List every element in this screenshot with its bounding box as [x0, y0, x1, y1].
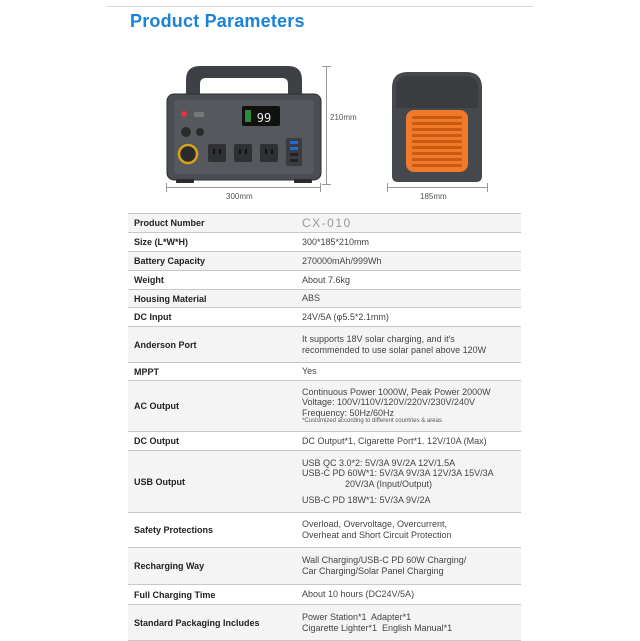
length-dimension-tick-left — [166, 183, 167, 192]
width-dimension-tick-left — [387, 183, 388, 192]
spec-line: recommended to use solar panel above 120W — [302, 344, 487, 355]
spec-row-mppt — [128, 363, 521, 381]
height-dimension-tick-bottom — [322, 184, 331, 185]
spec-line: ABS — [302, 293, 321, 304]
spec-value — [302, 381, 521, 431]
spec-value — [302, 548, 521, 584]
spec-value — [302, 271, 521, 289]
spec-label: Recharging Way — [134, 561, 205, 571]
length-dimension-line — [166, 187, 320, 188]
spec-line: Yes — [302, 366, 317, 377]
spec-value — [302, 605, 521, 640]
spec-line: 20V/3A (Input/Output) — [345, 479, 433, 489]
width-dimension-label: 185mm — [420, 192, 447, 201]
spec-row-weight — [128, 271, 521, 290]
spec-line: Power Station*1 Adapter*1 — [302, 611, 412, 622]
spec-row-dc-input — [128, 308, 521, 327]
spec-row-safety — [128, 513, 521, 548]
spec-row-charging-time — [128, 585, 521, 605]
spec-line: 270000mAh/999Wh — [302, 255, 382, 266]
spec-label: Safety Protections — [134, 525, 214, 535]
spec-label: Size (L*W*H) — [134, 237, 188, 247]
spec-line: USB QC 3.0*2: 5V/3A 9V/2A 12V/1.5A — [302, 457, 456, 468]
height-dimension-label: 210mm — [330, 113, 357, 122]
spec-row-size — [128, 233, 521, 252]
spec-value — [302, 308, 521, 326]
spec-value — [302, 363, 521, 380]
spec-label: Product Number — [134, 218, 205, 228]
device-side-image — [384, 68, 490, 186]
spec-label: Weight — [134, 275, 164, 285]
length-dimension-label: 300mm — [226, 192, 253, 201]
spec-row-product-number — [128, 214, 521, 233]
spec-line: Frequency: 50Hz/60Hz — [302, 407, 395, 418]
spec-line: Cigarette Lighter*1 English Manual*1 — [302, 622, 453, 633]
spec-line: 300*185*210mm — [302, 236, 370, 247]
page-title: Product Parameters — [130, 11, 305, 31]
spec-line: Voltage: 100V/110V/120V/220V/230V/240V — [302, 397, 475, 408]
spec-line: It supports 18V solar charging, and it's — [302, 333, 455, 344]
spec-row-usb-output — [128, 451, 521, 513]
width-dimension-tick-right — [487, 183, 488, 192]
spec-row-packaging — [128, 605, 521, 641]
width-dimension-line — [387, 187, 487, 188]
spec-value — [302, 432, 521, 450]
spec-label: AC Output — [134, 401, 179, 411]
spec-value — [302, 451, 521, 512]
device-front-image — [164, 62, 324, 188]
spec-row-ac-output — [128, 381, 521, 432]
model-number: CX-010 — [302, 215, 352, 230]
spec-label: USB Output — [134, 476, 185, 487]
spec-label: Standard Packaging Includes — [134, 617, 260, 628]
spec-value — [302, 327, 521, 362]
spec-line: 24V/5A (φ5.5*2.1mm) — [302, 311, 389, 322]
spec-label: Full Charging Time — [134, 589, 216, 600]
spec-value — [302, 233, 521, 251]
height-dimension-tick-top — [322, 66, 331, 67]
spec-line: About 10 hours (DC24V/5A) — [302, 589, 415, 600]
height-dimension-line — [326, 66, 327, 184]
spec-value — [302, 214, 521, 232]
spec-line: USB-C PD 18W*1: 5V/3A 9V/2A — [302, 494, 431, 505]
spec-row-dc-output — [128, 432, 521, 451]
spec-value — [302, 585, 521, 604]
spec-line: Continuous Power 1000W, Peak Power 2000W — [302, 386, 491, 397]
spec-line: USB-C PD 60W*1: 5V/3A 9V/3A 12V/3A 15V/3A — [302, 468, 494, 479]
spec-row-housing — [128, 290, 521, 308]
spec-value — [302, 290, 521, 307]
spec-label: DC Input — [134, 312, 172, 322]
spec-table — [128, 213, 521, 641]
length-dimension-tick-right — [320, 183, 321, 192]
spec-line: About 7.6kg — [302, 274, 351, 285]
spec-value — [302, 252, 521, 270]
spec-line: Car Charging/Solar Panel Charging — [302, 566, 444, 576]
spec-label: Housing Material — [134, 293, 207, 304]
spec-label: DC Output — [134, 436, 179, 446]
spec-value — [302, 513, 521, 547]
top-divider — [106, 6, 533, 7]
spec-row-anderson — [128, 327, 521, 363]
spec-label: Battery Capacity — [134, 256, 206, 266]
spec-row-recharging — [128, 548, 521, 585]
spec-label: MPPT — [134, 366, 160, 377]
spec-line: DC Output*1, Cigarette Port*1. 12V/10A (Max) — [302, 435, 487, 446]
device-display-text: 99 — [256, 111, 272, 125]
spec-line: Overload, Overvoltage, Overcurrent, — [302, 519, 448, 530]
spec-line: Overheat and Short Circuit Protection — [302, 530, 452, 540]
spec-label: Anderson Port — [134, 339, 197, 350]
spec-footnote: *Customized according to different countries & areas — [302, 418, 442, 425]
spec-line: Wall Charging/USB-C PD 60W Charging/ — [302, 555, 467, 566]
spec-row-battery — [128, 252, 521, 271]
